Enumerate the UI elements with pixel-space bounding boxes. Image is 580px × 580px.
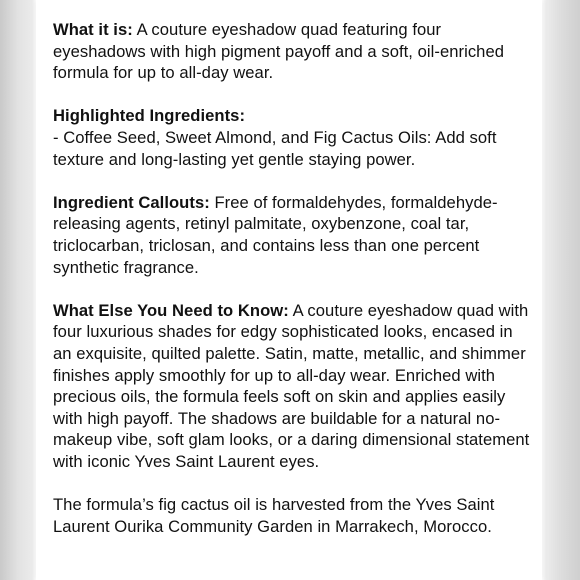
section-heading: Highlighted Ingredients: [53,106,246,126]
section-text: - Coffee Seed, Sweet Almond, and Fig Cactus Oils: Add soft texture and long-lasting yet gentle staying power. [53,127,497,169]
section-text: A couture eyeshadow quad featuring four eyeshadows with high pigment payoff and a soft, oil-enriched formula for up to all-day wear. [53,20,504,83]
section-text: A couture eyeshadow quad with four luxurious shades for edgy sophisticated looks, encased in an exquisite, quilted palette. Satin, matte, metallic, and shimmer finishes apply smoothly for up to all-day wear. Enriched with precious oils, the formula feels soft on skin and applies easily with high payoff. The shadows are buildable for a natural no-makeup vibe, soft glam looks, or a daring dimensional statement with iconic Yves Saint Laurent eyes. [53,300,530,471]
section-text: Free of formaldehydes, formaldehyde-releasing agents, retinyl palmitate, oxybenzone, coal tar, triclocarban, triclosan, and contains less than one percent synthetic fragrance. [53,192,498,277]
section-what-it-is [53,19,533,84]
section-paragraph [53,105,533,170]
section-paragraph [53,494,533,537]
section-sourcing-note [53,494,533,537]
section-what-else-you-need-to-know [53,300,533,473]
section-heading: What Else You Need to Know: [53,300,289,320]
section-heading: What it is: [53,20,133,39]
section-heading: Ingredient Callouts: [53,192,210,212]
section-paragraph [53,300,533,473]
section-paragraph [53,19,533,84]
product-description [53,19,533,559]
section-highlighted-ingredients [53,105,533,170]
section-paragraph [53,192,533,278]
section-ingredient-callouts [53,192,533,278]
product-description-panel [36,0,542,580]
section-text: The formula’s fig cactus oil is harvested from the Yves Saint Laurent Ourika Community Garden in Marrakech, Morocco. [53,495,495,536]
